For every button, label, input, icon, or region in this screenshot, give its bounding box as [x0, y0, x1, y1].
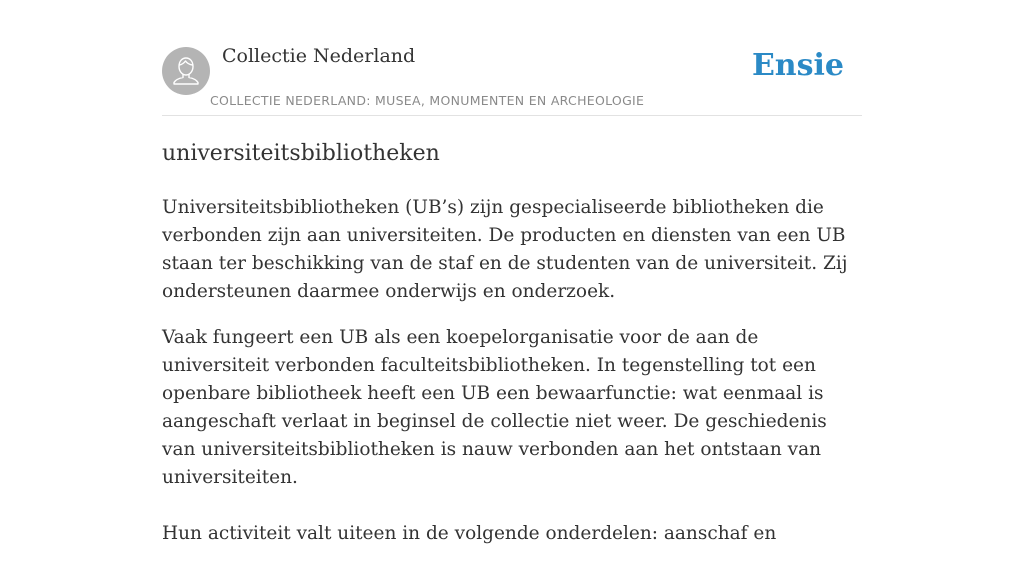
article [162, 138, 866, 566]
header-divider [162, 115, 862, 116]
collection-subtitle[interactable]: COLLECTIE NEDERLAND: MUSEA, MONUMENTEN EN ARCHEOLOGIE [210, 93, 645, 108]
article-paragraph: Hun activiteit valt uiteen in de volgende onderdelen: aanschaf en [162, 523, 777, 544]
article-paragraph: Universiteitsbibliotheken (UB’s) zijn gespecialiseerde bibliotheken die verbonden zijn aan universiteiten. De producten en diensten van een UB staan ter beschikking van de staf en de studenten van de universiteit. Zij ondersteunen daarmee onderwijs en onderzoek. [162, 197, 848, 302]
author-avatar[interactable] [162, 47, 210, 95]
user-silhouette-icon [162, 47, 210, 95]
ensie-logo[interactable]: Ensie [751, 48, 844, 83]
article-title: universiteitsbibliotheken [162, 141, 440, 166]
author-name[interactable]: Collectie Nederland [222, 45, 416, 67]
header [162, 0, 862, 116]
article-paragraph: Vaak fungeert een UB als een koepelorganisatie voor de aan de universiteit verbonden faculteitsbibliotheken. In tegenstelling tot een openbare bibliotheek heeft een UB een bewaarfunctie: wat eenmaal is aangeschaft verlaat in beginsel de collectie niet weer. De geschiedenis van universiteitsbibliotheken is nauw verbonden aan het ontstaan van universiteiten. [162, 327, 827, 488]
